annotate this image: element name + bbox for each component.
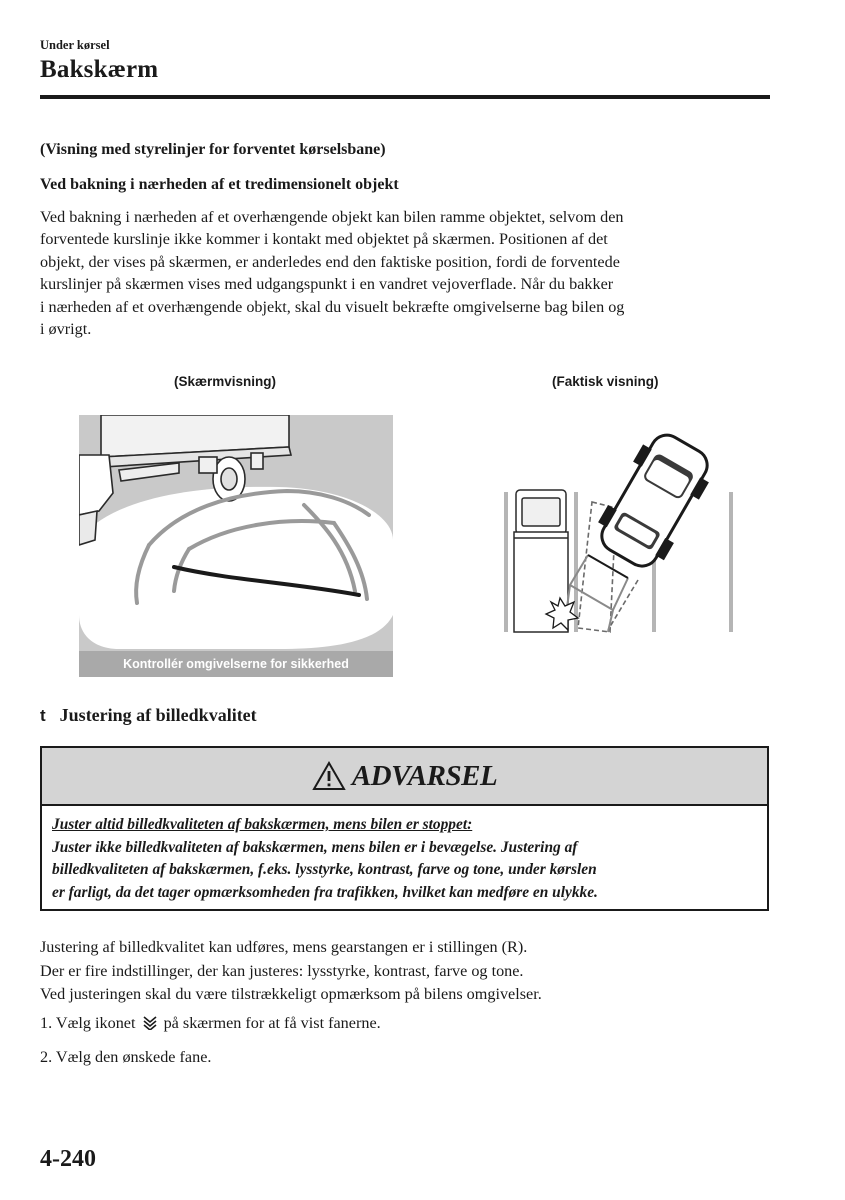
paragraph-line: kurslinjer på skærmen vises med udgangspunkt i en vandret vejoverflade. Når du bakker [40,275,614,294]
step-1-text-end: på skærmen for at få vist fanerne. [163,1014,381,1032]
adjust-heading-text: Justering af billedkvalitet [59,705,257,725]
step-2: 2. Vælg den ønskede fane. [40,1048,212,1066]
page-title: Bakskærm [40,56,159,83]
actual-view-illustration [488,420,758,645]
paragraph-line: Der er fire indstillinger, der kan justeres: lysstyrke, kontrast, farve og tone. [40,961,524,980]
subheading-guidelines: (Visning med styrelinjer for forventet kørselsbane) [40,141,386,158]
screen-view-illustration [79,415,393,677]
warning-line: billedkvaliteten af bakskærmen, f.eks. lysstyrke, kontrast, farve og tone, under kørslen [52,861,597,879]
warning-triangle-icon [312,761,346,791]
page-number: 4-240 [40,1146,96,1172]
warning-label: ADVARSEL [351,759,498,792]
caption-actual-view: (Faktisk visning) [552,374,659,389]
paragraph-line: i nærheden af et overhængende objekt, skal du visuelt bekræfte omgivelserne bag bilen og [40,297,625,316]
step-1-text-start: 1. Vælg ikonet [40,1014,136,1032]
warning-box [40,746,769,911]
warning-line: Juster ikke billedkvaliteten af bakskærmen, mens bilen er i bevægelse. Justering af [52,838,578,856]
paragraph-line: i øvrigt. [40,320,92,339]
warning-line-underlined: Juster altid billedkvaliteten af bakskærmen, mens bilen er stoppet: [52,816,473,833]
intro-paragraph [40,206,775,340]
bullet-marker: t [40,706,46,725]
section-label: Under kørsel [40,38,110,52]
warning-line: er farligt, da det tager opmærksomheden fra trafikken, hvilket kan medføre en ulykke. [52,883,598,901]
adjust-paragraph [40,936,542,1007]
warning-body [52,814,764,904]
paragraph-line: Ved bakning i nærheden af et overhængende objekt kan bilen ramme objektet, selvom den [40,208,624,226]
subheading-3d-object: Ved bakning i nærheden af et tredimensionelt objekt [40,176,399,193]
screen-banner-text: Kontrollér omgivelserne for sikkerhed [123,657,349,671]
title-divider [40,95,770,99]
car-top-view-icon [589,425,720,576]
adjust-heading [40,705,257,726]
double-chevron-down-icon [142,1014,158,1030]
paragraph-line: Ved justeringen skal du være tilstrækkeligt opmærksom på bilens omgivelser. [40,985,542,1003]
warning-header [42,748,767,806]
paragraph-line: Justering af billedkvalitet kan udføres, mens gearstangen er i stillingen (R). [40,938,528,956]
paragraph-line: objekt, der vises på skærmen, er anderledes end den faktiske position, fordi de forventede [40,252,620,271]
step-1 [40,1014,381,1033]
caption-screen-view: (Skærmvisning) [174,374,277,389]
paragraph-line: forventede kurslinje ikke kommer i kontakt med objektet på skærmen. Positionen af det [40,230,608,249]
